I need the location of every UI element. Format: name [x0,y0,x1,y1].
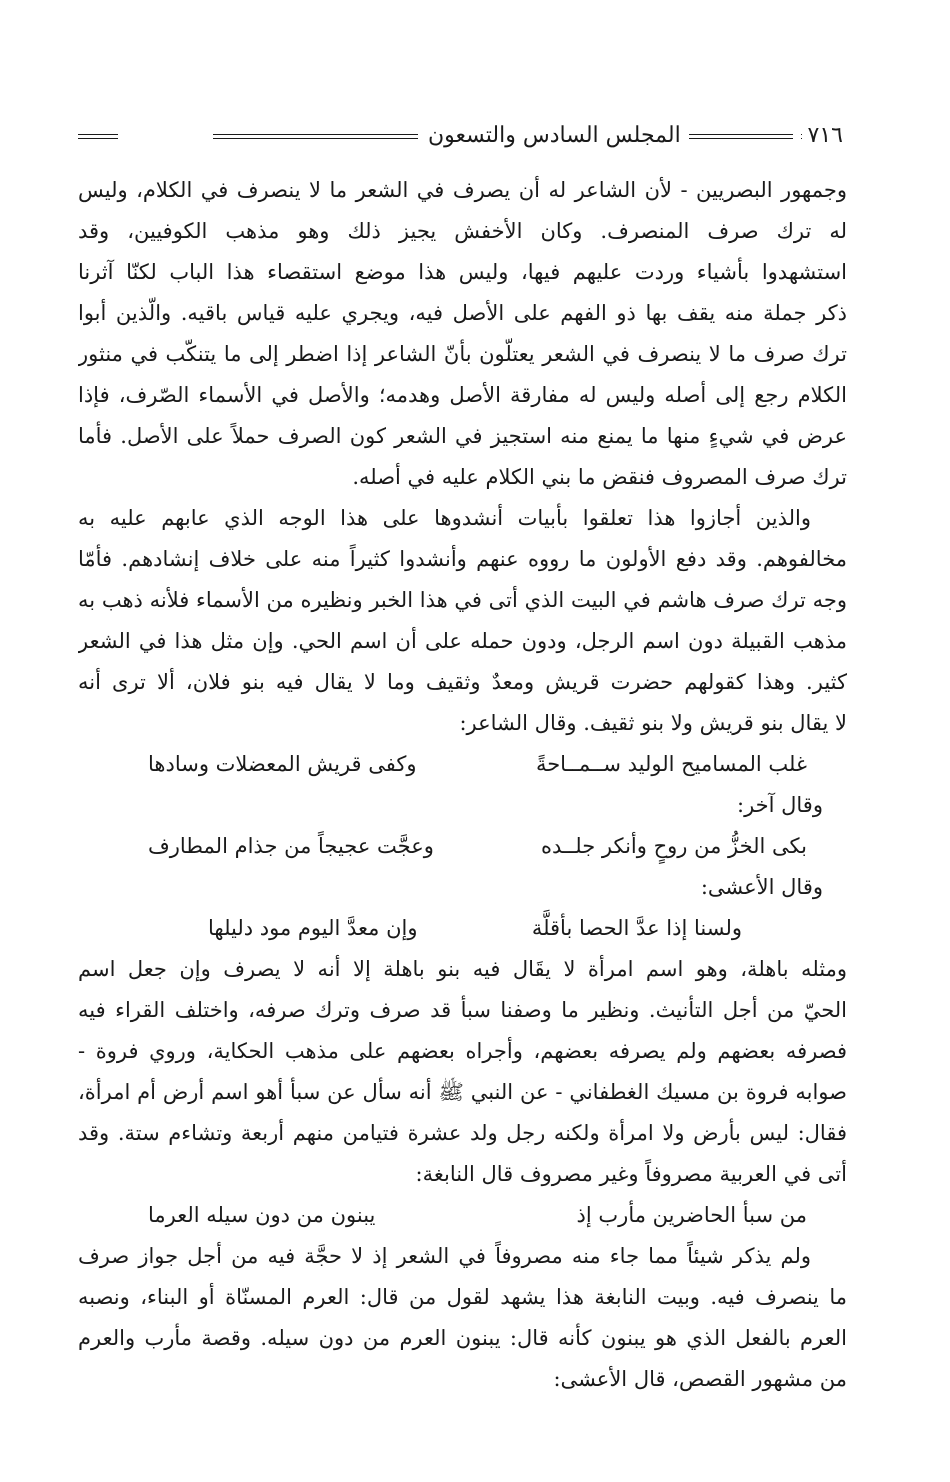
text-line: وجمهور البصريين - لأن الشاعر له أن يصرف في الشعر ما لا ينصرف في الكلام، وليس [78,178,847,202]
text-line: مخالفوهم. وقد دفع الأولون ما رووه عنهم وأنشدوا كثيراً منه على خلاف إنشادهم. فأمّا [78,547,847,571]
poetry-verse [78,744,847,785]
text-line: مذهب القبيلة دون اسم الرجل، ودون حمله على أن اسم الحي. وإن مثل هذا في الشعر [78,629,847,653]
verse-first-hemistich: غلب المساميح الوليد ســمــاحةً [535,752,807,776]
verse-second-hemistich: وعجَّت عجيجاً من جذام المطارف [148,834,434,858]
text-line: له ترك صرف المنصرف. وكان الأخفش يجيز ذلك وهو مذهب الكوفيين، وقد [78,219,847,243]
text-line: ترك صرف ما لا ينصرف في الشعر يعتلّون بأنّ الشاعر إذا اضطر إلى ما يتنكّب في منثور [78,342,847,366]
text-line: ولم يذكر شيئاً مما جاء منه مصروفاً في الشعر إذ لا حجَّة فيه من أجل جواز صرف [78,1244,811,1268]
text-line: الكلام رجع إلى أصله وليس له مفارقة الأصل وهدمه؛ والأصل في الأسماء الصّرف، فإذا [78,383,847,407]
text-line: لا يقال بنو قريش ولا بنو ثقيف. وقال الشاعر: [459,711,847,735]
verse-attribution: وقال آخر: [737,793,823,817]
text-line: ترك صرف المصروف فنقض ما بني الكلام عليه في أصله. [352,465,847,489]
verse-second-hemistich: يبنون من دون سيله العرما [148,1203,376,1227]
header-rule [213,134,418,139]
text-line: ومثله باهلة، وهو اسم امرأة لا يقَال فيه بنو باهلة إلا أنه لا يصرف وإن جعل اسم [78,957,847,981]
page-number: ٧١٦ [802,123,846,149]
verse-second-hemistich: وإن معدَّ اليوم مود دليلها [208,916,418,940]
text-line: الحيّ من أجل التأنيث. ونظير ما وصفنا سبأ قد صرف وترك صرفه، واختلف القراء فيه [78,998,847,1022]
text-line: فصرفه بعضهم ولم يصرفه بعضهم، وأجراه بعضهم على مذهب الحكاية، وروي فروة - [78,1039,847,1063]
poetry-verse [78,826,847,867]
text-line: صوابه فروة بن مسيك الغطفاني - عن النبي ﷺ أنه سأل عن سبأ أهو اسم أرض أم امرأة، [78,1080,847,1104]
text-line: ما ينصرف فيه. وبيت النابغة هذا يشهد لقول من قال: العرم المسنّاة أو البناء، ونصبه [78,1285,847,1309]
text-line: وجه ترك صرف هاشم في البيت الذي أتى في هذا الخبر ونظيره من الأسماء فلأنه ذهب به [78,588,847,612]
text-line: فقال: ليس بأرض ولا امرأة ولكنه رجل ولد عشرة فتيامن منهم أربعة وتشاءم ستة. وقد [78,1121,847,1145]
text-line: أتى في العربية مصروفاً وغير مصروف قال النابغة: [415,1162,847,1186]
verse-attribution: وقال الأعشى: [700,875,823,899]
text-line: من مشهور القصص، قال الأعشى: [553,1367,847,1391]
poetry-verse [78,908,847,949]
body-text [78,170,847,1400]
text-line: كثير. وهذا كقولهم حضرت قريش ومعدٌ وثقيف وما لا يقال فيه بنو فلان، ألا ترى أنه [78,670,847,694]
verse-first-hemistich: ولسنا إذا عدَّ الحصا بأقلَّة [531,916,742,940]
text-line: عرض في شيءٍ منها ما يمنع منه استجيز في الشعر كون الصرف حملاً على الأصل. فأما [78,424,847,448]
verse-second-hemistich: وكفى قريش المعضلات وسادها [148,752,417,776]
text-line: ذكر جملة منه يقف بها ذو الفهم على الأصل فيه، ويجري عليه قياس باقيه. والّذين أبوا [78,301,847,325]
poetry-verse [78,1195,847,1236]
text-line: العرم بالفعل الذي هو يبنون كأنه قال: يبنون العرم من دون سيله. وقصة مأرب والعرم [78,1326,847,1350]
chapter-title: المجلس السادس والتسعون [420,123,689,149]
text-line: استشهدوا بأشياء وردت عليهم فيها، وليس هذا موضع استقصاء هذا الباب لكنّا آثرنا [78,260,847,284]
verse-first-hemistich: بكى الخزُّ من روحٍ وأنكر جلــده [540,834,807,858]
verse-first-hemistich: من سبأ الحاضرين مأرب إذ [576,1203,807,1227]
text-line: والذين أجازوا هذا تعلقوا بأبيات أنشدوها على هذا الوجه الذي عابهم عليه به [78,506,811,530]
header-rule [78,134,118,139]
running-header [78,121,846,155]
